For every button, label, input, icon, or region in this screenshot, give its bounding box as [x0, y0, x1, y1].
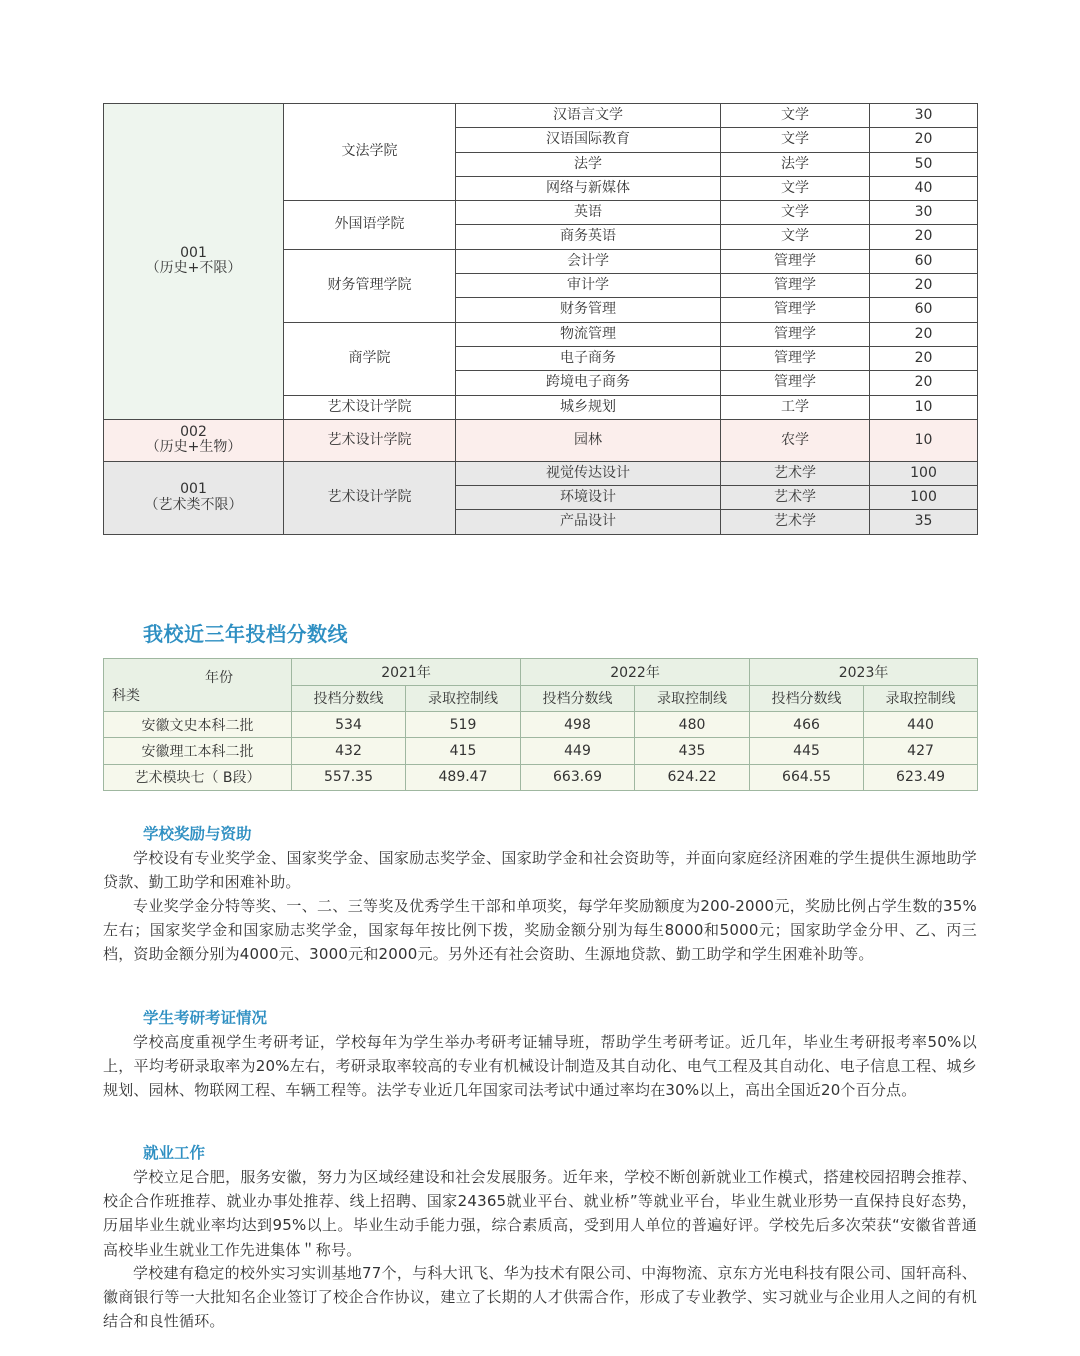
group-subject: （历史+生物）	[145, 439, 242, 456]
plan-cell: 20	[870, 225, 978, 249]
employment-paragraph-1: 学校立足合肥，服务安徽，努力为区域经建设和社会发展服务。近年来，学校不断创新就业工作模式，搭建校园招聘会推荐、校企合作班推荐、就业办事处推荐、线上招聘、国家24365就业平台、就业桥”等就业平台，毕业生就业形势一直保持良好态势，历届毕业生就业率均达到95%以上。毕业生动手能力强，综合素质高，受到用人单位的普遍好评。学校先后多次荣获“安徽省普通高校毕业生就业工作先进集体＂称号。	[103, 1168, 977, 1259]
category-cell: 管理学	[721, 249, 870, 273]
category-cell: 文学	[721, 201, 870, 225]
sub-header: 录取控制线	[864, 685, 978, 712]
sub-header: 投档分数线	[521, 685, 635, 712]
category-cell: 管理学	[721, 322, 870, 346]
major-cell: 环境设计	[456, 486, 721, 510]
category-cell: 农学	[721, 419, 870, 461]
score-cell: 480	[635, 712, 750, 738]
plan-cell: 60	[870, 249, 978, 273]
table-row	[104, 738, 978, 764]
major-cell: 视觉传达设计	[456, 461, 721, 485]
score-cell: 557.35	[292, 764, 406, 790]
year-header: 2022年	[521, 659, 750, 686]
major-cell: 审计学	[456, 274, 721, 298]
sub-header: 投档分数线	[750, 685, 864, 712]
group-cell	[104, 461, 284, 534]
major-cell: 电子商务	[456, 346, 721, 370]
group-cell	[104, 419, 284, 461]
category-cell: 工学	[721, 395, 870, 419]
category-cell: 文学	[721, 225, 870, 249]
score-cell: 498	[521, 712, 635, 738]
score-cell: 427	[864, 738, 978, 764]
category-cell: 文学	[721, 176, 870, 200]
postgrad-paragraph-1: 学校高度重视学生考研考证，学校每年为学生举办考研考证辅导班，帮助学生考研考证。近几年，毕业生考研报考率50%以上，平均考研录取率为20%左右，考研录取率较高的专业有机械设计制造及其自动化、电气工程及其自动化、电子信息工程、城乡规划、园林、物联网工程、车辆工程等。法学专业近几年国家司法考试中通过率均在30%以上，高出全国近20个百分点。	[103, 1033, 977, 1100]
college-cell: 外国语学院	[284, 201, 456, 250]
major-cell: 财务管理	[456, 298, 721, 322]
plan-cell: 30	[870, 201, 978, 225]
score-cell: 624.22	[635, 764, 750, 790]
major-cell: 物流管理	[456, 322, 721, 346]
major-cell: 法学	[456, 152, 721, 176]
awards-paragraph-2: 专业奖学金分特等奖、一、二、三等奖及优秀学生干部和单项奖，每学年奖励额度为200-2000元，奖励比例占学生数的35%左右；国家奖学金和国家励志奖学金，国家每年按比例下拨，奖励金额分别为每生8000和5000元；国家助学金分甲、乙、丙三档，资助金额分别为4000元、3000元和2000元。另外还有社会资助、生源地贷款、勤工助学和学生困难补助等。	[103, 897, 977, 964]
score-cell: 489.47	[406, 764, 521, 790]
category-cell: 管理学	[721, 298, 870, 322]
sub-header: 录取控制线	[635, 685, 750, 712]
major-cell: 英语	[456, 201, 721, 225]
plan-cell: 20	[870, 322, 978, 346]
score-cell: 440	[864, 712, 978, 738]
category-cell: 管理学	[721, 371, 870, 395]
awards-paragraph-1: 学校设有专业奖学金、国家奖学金、国家励志奖学金、国家助学金和社会资助等，并面向家庭经济困难的学生提供生源地助学贷款、勤工助学和困难补助。	[103, 849, 977, 892]
plan-cell: 35	[870, 510, 978, 534]
group-code: 001	[180, 245, 207, 262]
major-cell: 汉语国际教育	[456, 128, 721, 152]
plan-cell: 20	[870, 346, 978, 370]
score-cell: 415	[406, 738, 521, 764]
category-cell: 艺术学	[721, 486, 870, 510]
category-cell: 管理学	[721, 274, 870, 298]
score-cell: 623.49	[864, 764, 978, 790]
category-cell: 文学	[721, 104, 870, 128]
score-cell: 432	[292, 738, 406, 764]
plan-cell: 100	[870, 461, 978, 485]
major-cell: 园林	[456, 419, 721, 461]
header-year-label: 年份	[205, 670, 233, 686]
category-cell: 艺术学	[721, 461, 870, 485]
plan-cell: 20	[870, 128, 978, 152]
awards-heading: 学校奖励与资助	[143, 825, 252, 843]
score-cell: 466	[750, 712, 864, 738]
table-row	[104, 712, 978, 738]
score-cell: 435	[635, 738, 750, 764]
college-cell: 艺术设计学院	[284, 461, 456, 534]
plan-cell: 10	[870, 419, 978, 461]
score-cell: 534	[292, 712, 406, 738]
row-label: 艺术模块七（ B段）	[104, 764, 292, 790]
score-cell: 663.69	[521, 764, 635, 790]
major-cell: 商务英语	[456, 225, 721, 249]
postgrad-heading: 学生考研考证情况	[143, 1009, 268, 1027]
group-cell	[104, 104, 284, 420]
major-cell: 网络与新媒体	[456, 176, 721, 200]
header-diagonal-cell	[104, 659, 292, 712]
category-cell: 艺术学	[721, 510, 870, 534]
plan-cell: 60	[870, 298, 978, 322]
employment-paragraph-2: 学校建有稳定的校外实习实训基地77个，与科大讯飞、华为技术有限公司、中海物流、京东方光电科技有限公司、国轩高科、徽商银行等一大批知名企业签订了校企合作协议，建立了长期的人才供需合作，形成了专业教学、实习就业与企业用人之间的有机结合和良性循环。	[103, 1264, 977, 1331]
plan-cell: 30	[870, 104, 978, 128]
plan-cell: 100	[870, 486, 978, 510]
major-cell: 产品设计	[456, 510, 721, 534]
college-cell: 文法学院	[284, 104, 456, 201]
score-line-table	[103, 658, 978, 791]
sub-header: 录取控制线	[406, 685, 521, 712]
score-cell: 445	[750, 738, 864, 764]
score-cell: 449	[521, 738, 635, 764]
plan-cell: 10	[870, 395, 978, 419]
group-code: 001	[180, 481, 207, 498]
college-cell: 商学院	[284, 322, 456, 395]
score-cell: 519	[406, 712, 521, 738]
plan-cell: 50	[870, 152, 978, 176]
year-header: 2023年	[750, 659, 978, 686]
plan-cell: 20	[870, 371, 978, 395]
group-subject: （艺术类不限）	[144, 496, 243, 513]
sub-header: 投档分数线	[292, 685, 406, 712]
major-cell: 跨境电子商务	[456, 371, 721, 395]
group-code: 002	[180, 423, 207, 440]
score-section-title: 我校近三年投档分数线	[143, 622, 348, 646]
college-cell: 财务管理学院	[284, 249, 456, 322]
college-cell: 艺术设计学院	[284, 419, 456, 461]
plan-cell: 20	[870, 274, 978, 298]
college-cell: 艺术设计学院	[284, 395, 456, 419]
group-subject: （历史+不限）	[145, 260, 242, 277]
row-label: 安徽文史本科二批	[104, 712, 292, 738]
header-subject-label: 科类	[112, 688, 140, 704]
row-label: 安徽理工本科二批	[104, 738, 292, 764]
category-cell: 文学	[721, 128, 870, 152]
major-cell: 城乡规划	[456, 395, 721, 419]
table-row	[104, 764, 978, 790]
employment-heading: 就业工作	[143, 1144, 206, 1162]
category-cell: 法学	[721, 152, 870, 176]
year-header: 2021年	[292, 659, 521, 686]
plan-cell: 40	[870, 176, 978, 200]
major-enrollment-table	[103, 103, 978, 535]
major-cell: 会计学	[456, 249, 721, 273]
category-cell: 管理学	[721, 346, 870, 370]
score-cell: 664.55	[750, 764, 864, 790]
major-cell: 汉语言文学	[456, 104, 721, 128]
